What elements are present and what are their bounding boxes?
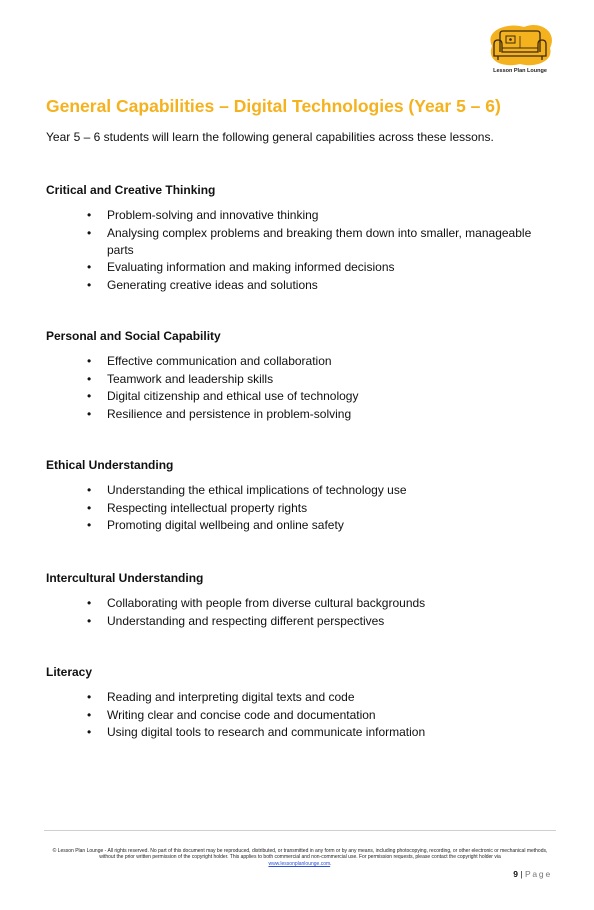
copyright-text: © Lesson Plan Lounge - All rights reserved. No part of this document may be reproduced, distributed, or transmitted in any form or by any means, including photocopying, recording, or other electronic or mechanical methods, without the prior written permission of the copyright holder. This applies to both commercial and non-commercial use. For permission requests, please contact the copyright holder via <box>52 848 548 861</box>
intro-text: Year 5 – 6 students will learn the following general capabilities across these lessons. <box>46 130 494 144</box>
section-heading: Ethical Understanding <box>46 458 174 472</box>
bullet-list <box>107 595 557 630</box>
list-item: • Problem-solving and innovative thinking <box>107 207 557 224</box>
list-item: • Effective communication and collaboration <box>107 353 557 370</box>
bullet-list <box>107 689 557 742</box>
list-item: • Writing clear and concise code and documentation <box>107 707 557 724</box>
list-item: • Analysing complex problems and breaking them down into smaller, manageable parts <box>107 225 557 259</box>
list-item: • Evaluating information and making informed decisions <box>107 259 557 276</box>
page-title: General Capabilities – Digital Technologies (Year 5 – 6) <box>46 96 501 116</box>
section-heading: Literacy <box>46 665 93 679</box>
footer-divider <box>44 830 556 831</box>
bullet-list <box>107 353 557 423</box>
sofa-icon <box>482 22 558 68</box>
page-label: Page <box>524 869 552 879</box>
page-number <box>500 869 552 879</box>
section-heading: Intercultural Understanding <box>46 571 204 585</box>
website-link[interactable]: www.lessonplanlounge.com <box>268 860 331 867</box>
list-item: • Collaborating with people from diverse cultural backgrounds <box>107 595 557 612</box>
list-item: • Respecting intellectual property rights <box>107 500 557 517</box>
list-item: • Understanding and respecting different perspectives <box>107 613 557 630</box>
list-item: • Understanding the ethical implications of technology use <box>107 482 557 499</box>
footer-copyright <box>50 848 550 867</box>
logo-text: Lesson Plan Lounge <box>493 68 547 74</box>
bullet-list <box>107 482 557 535</box>
list-item: • Reading and interpreting digital texts and code <box>107 689 557 706</box>
list-item: • Digital citizenship and ethical use of technology <box>107 388 557 405</box>
list-item: • Promoting digital wellbeing and online safety <box>107 517 557 534</box>
list-item: • Using digital tools to research and communicate information <box>107 724 557 741</box>
bullet-list <box>107 207 557 294</box>
logo <box>482 22 558 82</box>
section-heading: Personal and Social Capability <box>46 329 221 343</box>
link-suffix: . <box>330 860 332 867</box>
page-separator: | <box>520 869 523 879</box>
list-item: • Teamwork and leadership skills <box>107 371 557 388</box>
page-number-value: 9 <box>513 869 518 879</box>
list-item: • Generating creative ideas and solutions <box>107 277 557 294</box>
list-item: • Resilience and persistence in problem-solving <box>107 406 557 423</box>
section-heading: Critical and Creative Thinking <box>46 183 216 197</box>
